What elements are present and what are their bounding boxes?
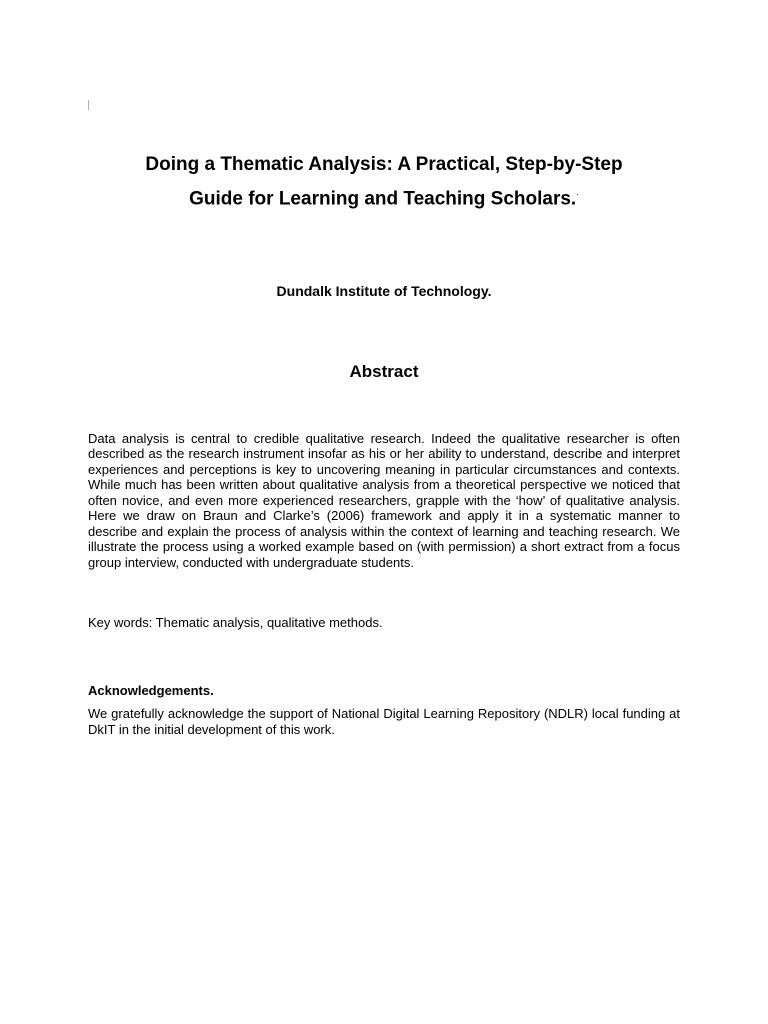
paper-title-line-2 [80,180,688,214]
acknowledgements-heading: Acknowledgements. [88,683,214,698]
paper-title [80,150,688,214]
abstract-heading: Abstract [349,362,419,381]
paper-title-line-2-text: Guide for Learning and Teaching Scholars. [189,188,577,210]
abstract-body: Data analysis is central to credible qualitative research. Indeed the qualitative researcher is often described as the research instrument insofar as his or her ability to understand, describe and interpret experiences and perceptions is key to uncovering meaning in particular circumstances and contexts. While much has been written about qualitative analysis from a theoretical perspective we noticed that often novice, and even more experienced researchers, grapple with the ‘how’ of qualitative analysis. Here we draw on Braun and Clarke’s (2006) framework and apply it in a systematic manner to describe and explain the process of analysis within the context of learning and teaching research. We illustrate the process using a worked example based on (with permission) a short extract from a focus group interview, conducted with undergraduate students. [88,431,680,570]
paper-title-line-1: Doing a Thematic Analysis: A Practical, Step-by-Step [145,154,623,175]
keywords: Key words: Thematic analysis, qualitative methods. [88,615,383,630]
author-affiliation: Dundalk Institute of Technology. [276,283,492,299]
title-footnote-mark: · [576,190,579,199]
margin-mark [88,100,89,110]
acknowledgements-body: We gratefully acknowledge the support of National Digital Learning Repository (NDLR) local funding at DkIT in the initial development of this work. [88,706,680,737]
